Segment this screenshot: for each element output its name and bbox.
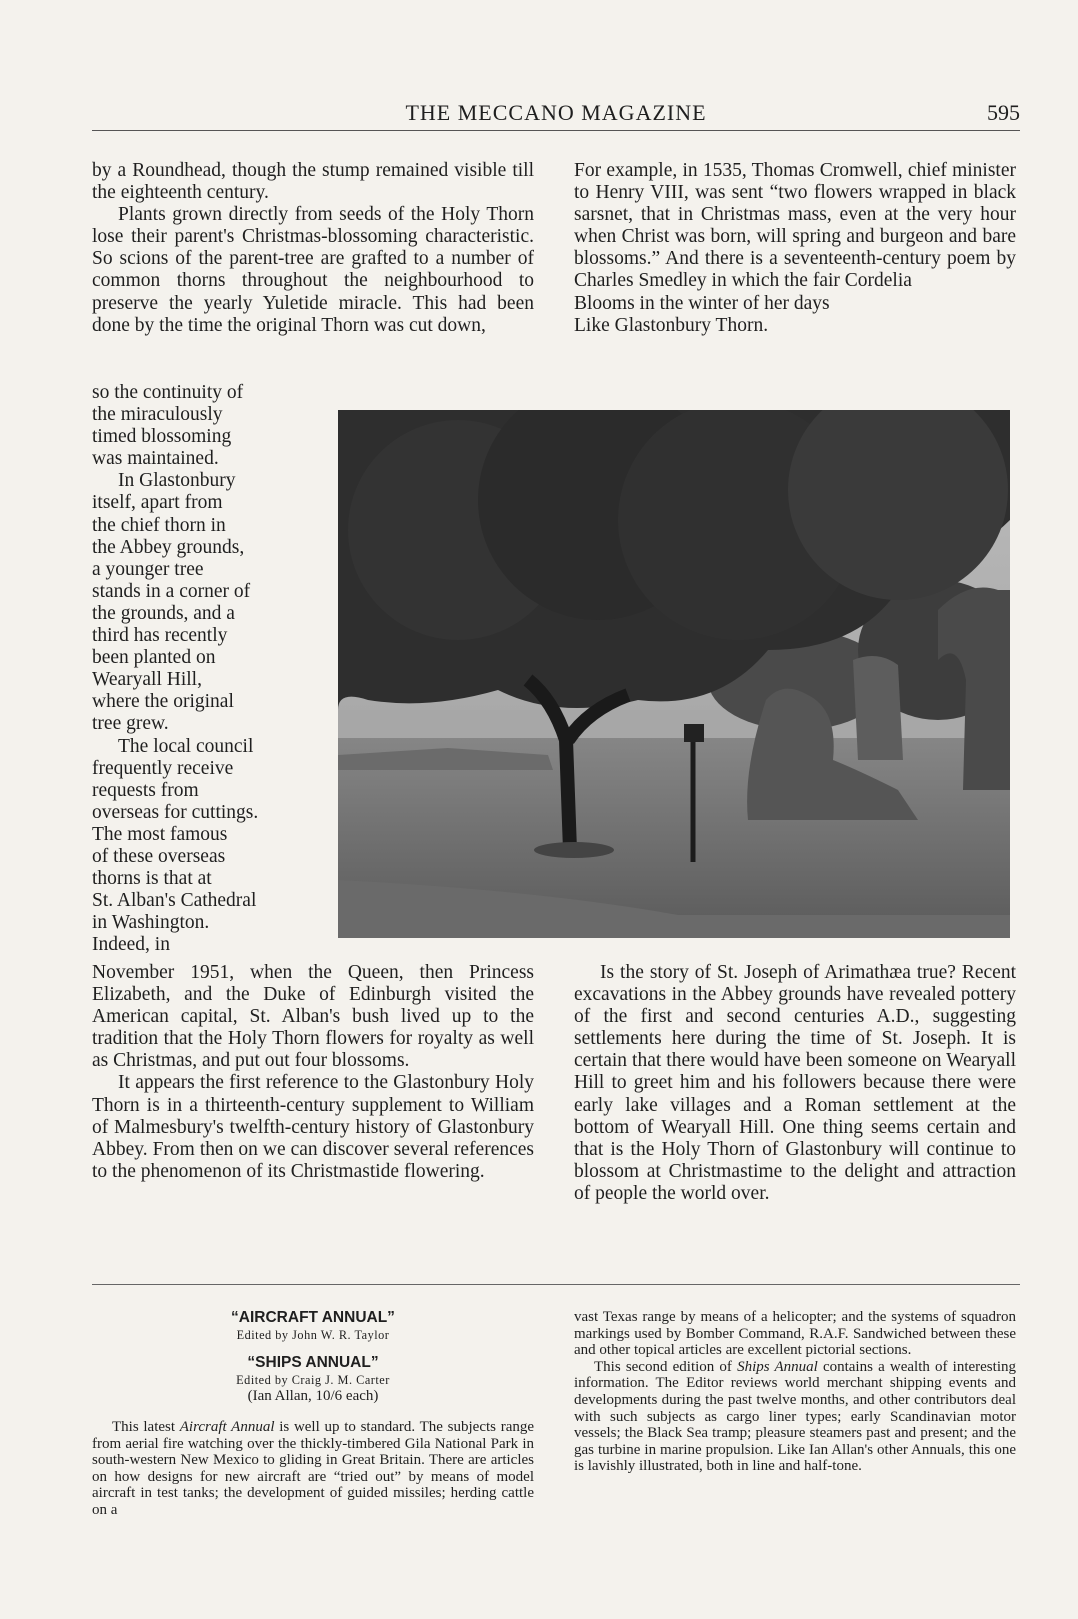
book-editor: Edited by John W. R. Taylor: [236, 1327, 390, 1342]
verse-line: Blooms in the winter of her days: [574, 292, 830, 314]
page-number: 595: [987, 100, 1020, 125]
book-heading-aircraft: [92, 1310, 534, 1343]
review-paragraph: vast Texas range by means of a helicopter; and the systems of squadron markings used by Bomber Command, R.A.F. Sandwiched between these and other topical articles are excellent pictorial sections.: [574, 1309, 1016, 1359]
text-line: the chief thorn in: [92, 514, 226, 536]
review-paragraph: [92, 1419, 534, 1519]
photo-glastonbury-thorn: [338, 410, 1010, 938]
paragraph: Plants grown directly from seeds of the Holy Thorn lose their parent's Christmas-blossoming characteristic. So scions of the parent-tree are grafted to a number of common thorns throughout the neighbourhood to preserve the yearly Yuletide miracle. This had been done by the time the original Thorn was cut down,: [92, 204, 534, 336]
paragraph: It appears the first reference to the Glastonbury Holy Thorn is in a thirteenth-century supplement to William of Malmesbury's twelfth-century history of Glastonbury Abbey. From then on we can discover several references to the phenomenon of its Christmastide flowering.: [92, 1072, 534, 1182]
text-line: a younger tree: [92, 558, 204, 580]
text-line: itself, apart from: [92, 492, 223, 514]
text-line: The most famous: [92, 823, 228, 845]
book-name-italic: Aircraft Annual: [179, 1418, 275, 1435]
text-line: tree grew.: [92, 713, 169, 735]
text-line: St. Alban's Cathedral: [92, 890, 257, 912]
review-left: [92, 1310, 534, 1519]
paragraph: For example, in 1535, Thomas Cromwell, chief minister to Henry VIII, was sent “two flowers wrapped in black sarsnet, that in Christmas mass, even at the very hour when Christ was born, will spring and burgeon and bare blossoms.” And there is a seventeenth-century poem by Charles Smedley in which the fair Cordelia: [574, 160, 1016, 292]
text-line: the Abbey grounds,: [92, 536, 245, 558]
tree-photo-icon: [338, 410, 1010, 938]
text-line: requests from: [92, 779, 199, 801]
text-line: thorns is that at: [92, 868, 212, 890]
text-line: overseas for cuttings.: [92, 801, 259, 823]
text-line: the grounds, and a: [92, 602, 235, 624]
text-run: This second edition of: [594, 1358, 738, 1375]
magazine-title: THE MECCANO MAGAZINE: [405, 100, 707, 125]
text-line: Wearyall Hill,: [92, 669, 202, 691]
review-right: [574, 1309, 1016, 1475]
text-run: contains a wealth of interesting information. The Editor reviews world merchant shipping events and developments during the past twelve months, and other contributors deal with such subjects as cargo liner types; early Scandinavian motor vessels; the Black Sea tramp; pleasure steamers past and present; and the gas turbine in marine propulsion. Like Ian Allan's other Annuals, this one is lavishly illustrated, both in line and half-tone.: [574, 1358, 1016, 1475]
left-column-bottom: [92, 962, 534, 1183]
book-heading-ships: [92, 1355, 534, 1405]
text-line: of these overseas: [92, 845, 226, 867]
text-line: timed blossoming: [92, 426, 232, 448]
paragraph: November 1951, when the Queen, then Princess Elizabeth, and the Duke of Edinburgh visited the American capital, St. Alban's bush lived up to the tradition that the Holy Thorn flowers for royalty as well as Christmas, and put out four blossoms.: [92, 962, 534, 1072]
book-title: “SHIPS ANNUAL”: [247, 1354, 379, 1372]
text-run: This latest: [112, 1418, 180, 1435]
text-line: the miraculously: [92, 404, 223, 426]
text-line: In Glastonbury: [118, 470, 236, 492]
text-line: been planted on: [92, 647, 216, 669]
section-divider: [92, 1284, 1020, 1285]
text-line: Indeed, in: [92, 934, 170, 956]
text-line: The local council: [118, 735, 254, 757]
right-column-top: [574, 160, 1016, 337]
text-run: is well up to standard. The subjects range from aerial fire watching over the thickly-timbered Gila National Park in south-western New Mexico to gliding in Great Britain. There are articles on how designs for new aircraft are “tried out” by means of model aircraft in test tanks; the development of guided missiles; herding cattle on a: [92, 1418, 535, 1518]
text-line: in Washington.: [92, 912, 210, 934]
book-name-italic: Ships Annual: [737, 1358, 818, 1375]
book-publisher: (Ian Allan, 10/6 each): [247, 1388, 379, 1405]
text-line: third has recently: [92, 625, 228, 647]
text-line: stands in a corner of: [92, 580, 251, 602]
left-column-narrow: [92, 382, 304, 956]
book-editor: Edited by Craig J. M. Carter: [236, 1372, 390, 1387]
text-line: was maintained.: [92, 448, 219, 470]
book-title: “AIRCRAFT ANNUAL”: [231, 1309, 395, 1326]
right-column-bottom: [574, 962, 1016, 1205]
review-paragraph: [574, 1359, 1016, 1475]
paragraph: by a Roundhead, though the stump remained visible till the eighteenth century.: [92, 160, 534, 204]
text-line: frequently receive: [92, 757, 234, 779]
running-header: [92, 100, 1020, 131]
text-line: where the original: [92, 691, 234, 713]
verse-line: Like Glastonbury Thorn.: [574, 314, 769, 336]
left-column-top: [92, 160, 534, 337]
paragraph: Is the story of St. Joseph of Arimathæa true? Recent excavations in the Abbey grounds have revealed pottery of the first and second centuries A.D., suggesting settlements here during the time of St. Joseph. It is certain that there would have been someone on Wearyall Hill to greet him and his followers because there were early lake villages and a Roman settlement at the bottom of Wearyall Hill. One thing seems certain and that is the Holy Thorn of Glastonbury will continue to blossom at Christmastime to the delight and attraction of people the world over.: [574, 962, 1016, 1204]
text-line: so the continuity of: [92, 382, 244, 403]
